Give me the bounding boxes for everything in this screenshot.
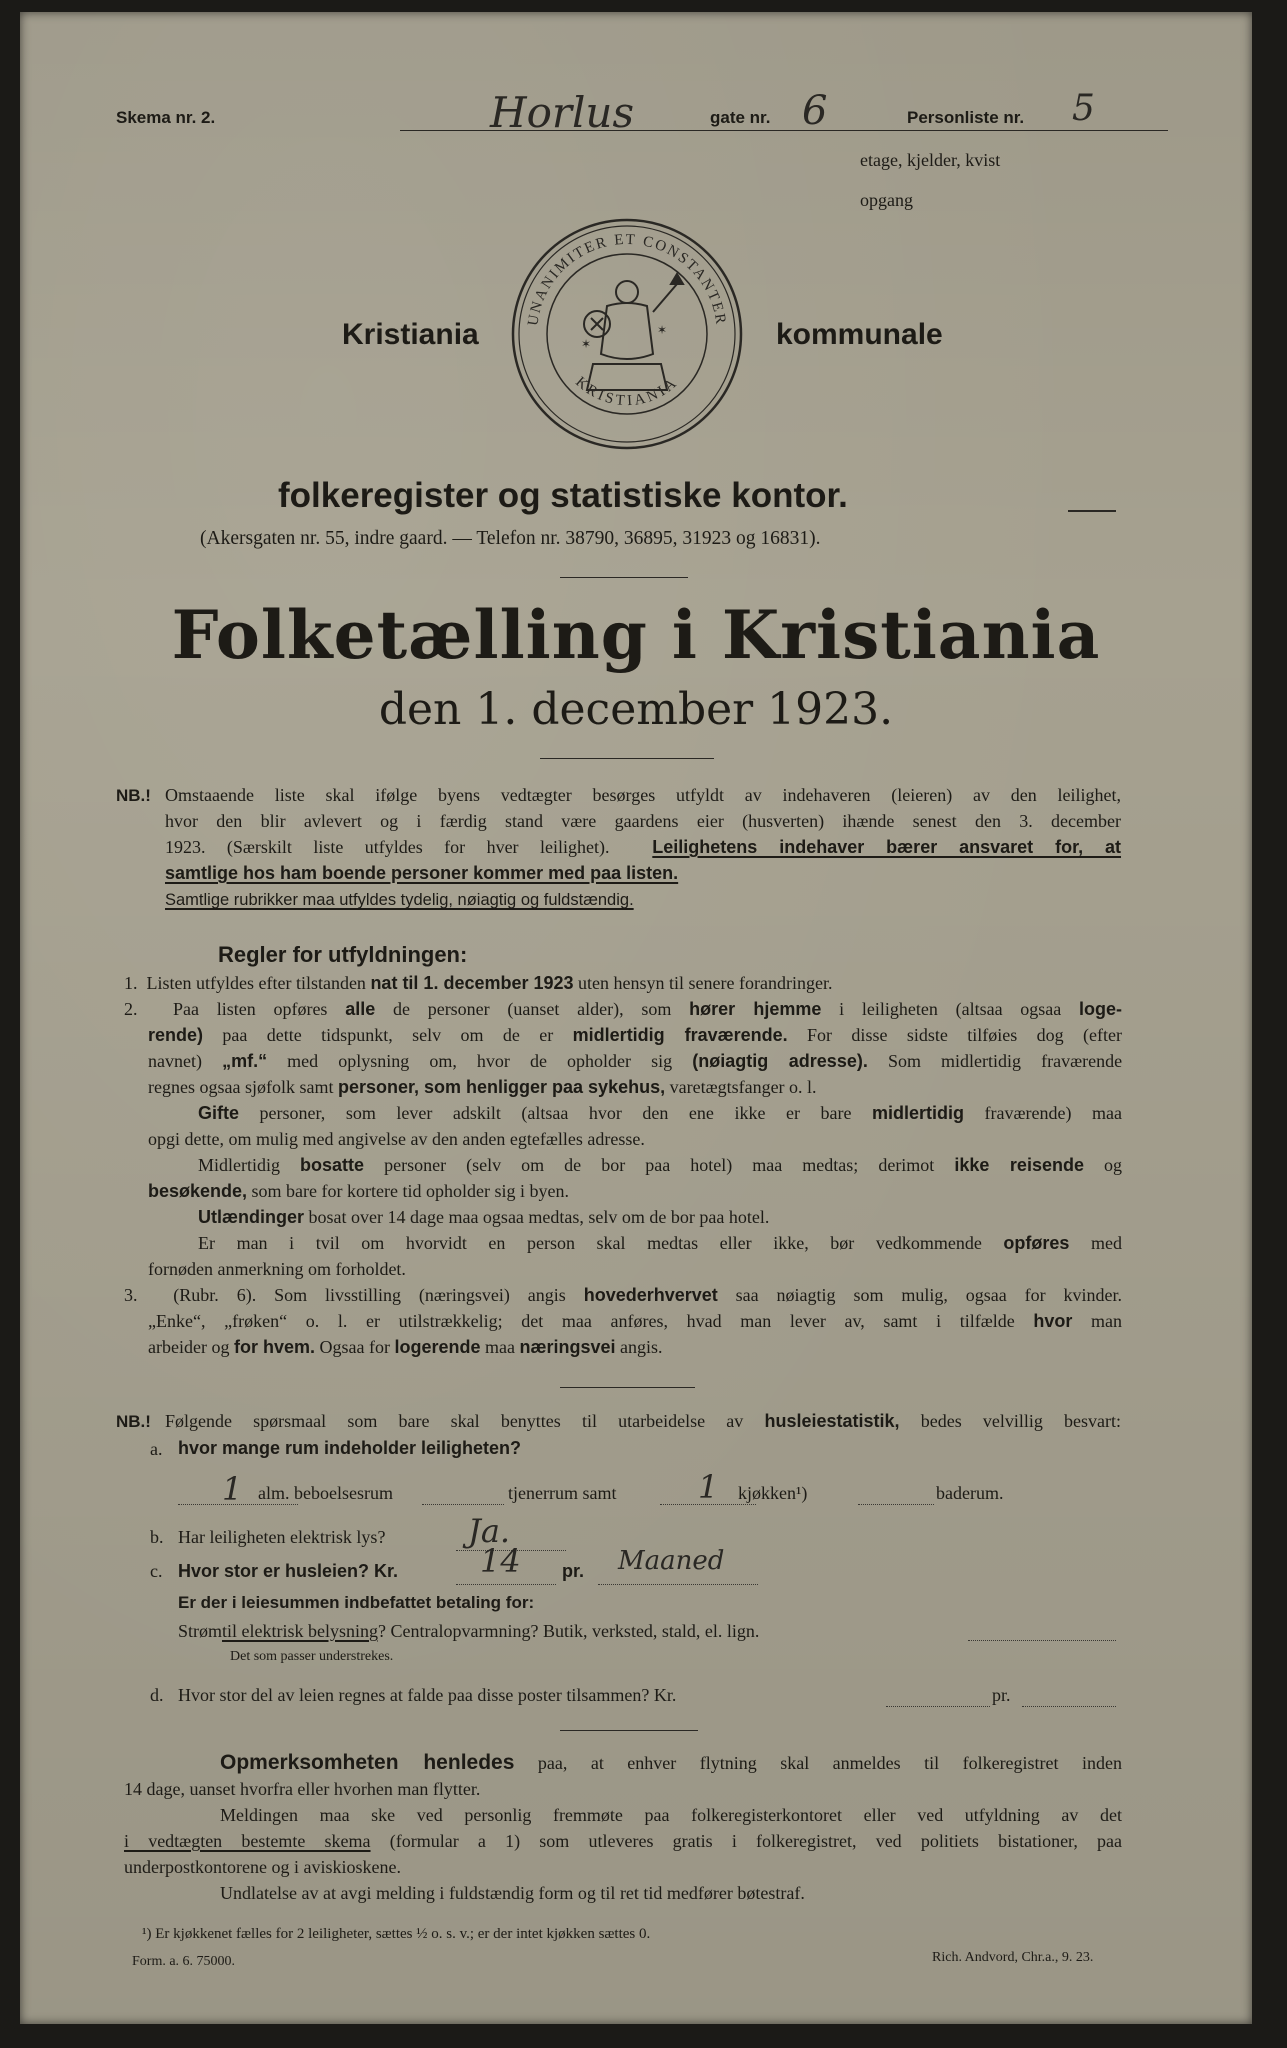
rule-text: personer, som lever adskilt (altsaa hvor den ene ikke er bare	[259, 1103, 852, 1123]
rule-text: Midlertidig	[198, 1155, 280, 1175]
period-dotline	[598, 1584, 758, 1585]
svg-text:✶: ✶	[657, 323, 668, 337]
rule-emphasis: logerende	[394, 1337, 481, 1357]
rules-heading: Regler for utfyldningen:	[218, 942, 468, 967]
rule-text: man	[1091, 1311, 1123, 1331]
rule-text: saa nøiagtig som mulig, ogsaa for kvinder.	[735, 1285, 1123, 1305]
floor-label: etage, kjelder, kvist	[860, 150, 1001, 170]
option-electric-lighting: til elektrisk belysning	[222, 1621, 378, 1641]
rule-text: de personer (uanset alder), som	[392, 999, 672, 1019]
kitchen-handwritten: 1	[698, 1468, 719, 1506]
schema-label: Skema nr. 2.	[116, 108, 216, 127]
kitchen-label: kjøkken¹)	[738, 1483, 808, 1503]
rule-text: uten hensyn til senere forandringer.	[578, 973, 833, 993]
light-handwritten: Ja.	[468, 1512, 511, 1550]
notice-heading: Opmerksomheten henledes	[220, 1751, 515, 1774]
office-right-word: kommunale	[776, 318, 943, 351]
rule-text: med	[1091, 1233, 1123, 1253]
rule-number: 1.	[124, 973, 138, 993]
rule-text: arbeider og	[148, 1337, 230, 1357]
question-c: Hvor stor er husleien? Kr.	[178, 1561, 399, 1581]
street-handwritten: Horlus	[490, 88, 635, 137]
divider-1	[560, 577, 688, 578]
rule-emphasis: rende)	[148, 1025, 204, 1045]
gate-label: gate nr.	[710, 108, 771, 127]
divider-4	[560, 1730, 698, 1731]
rule-text: i leiligheten (altsaa ogsaa	[839, 999, 1062, 1019]
divider-3	[560, 1387, 695, 1388]
nb2-intro	[165, 1408, 1121, 1434]
rule-emphasis: hovederhvervet	[583, 1285, 718, 1305]
rule-text: Listen utfyldes efter tilstanden	[146, 973, 366, 993]
nb2-text: bedes velvillig besvart:	[920, 1411, 1122, 1431]
rule-text: bosat over 14 dage maa ogsaa medtas, selv om de bor paa hotel.	[308, 1207, 770, 1227]
rule-text: fornøden anmerkning om forholdet.	[148, 1259, 406, 1279]
share-dotline	[886, 1706, 990, 1707]
nb1-all-residents: samtlige hos ham boende personer kommer med paa listen.	[165, 863, 679, 883]
question-c-label: c.	[150, 1561, 163, 1581]
rule-text: paa dette tidspunkt, selv om de er	[222, 1025, 554, 1045]
rule-text: „Enke“, „frøken“ o. l. er utilstrækkelig; det maa anføres, hvad man lever av, samt i tilfælde	[148, 1311, 1015, 1331]
included-options	[178, 1621, 759, 1642]
nb2-label: NB.!	[116, 1412, 151, 1431]
bath-dotline	[858, 1504, 934, 1505]
rule-text: varetægtsfanger o. l.	[669, 1077, 817, 1097]
form-number: Form. a. 6. 75000.	[132, 1954, 236, 1969]
seal-city: KRISTIANIA	[572, 374, 682, 410]
notice-text: Undlatelse av at avgi melding i fuldstændig form og til ret tid medfører bøtestraf.	[220, 1883, 805, 1903]
rule-text: For disse sidste tilføies dog (efter	[807, 1025, 1122, 1045]
question-b: Har leiligheten elektrisk lys?	[178, 1527, 386, 1547]
rule-emphasis: alle	[345, 999, 376, 1019]
nb1-line: 1923. (Særskilt liste utfyldes for hver leilighet).	[165, 837, 610, 857]
question-d: Hvor stor del av leien regnes at falde paa disse poster tilsammen? Kr.	[178, 1685, 677, 1705]
rule-emphasis: for hvem.	[233, 1337, 315, 1357]
question-d-label: d.	[150, 1685, 164, 1705]
rule-text: Som midlertidig fraværende	[887, 1051, 1123, 1071]
rule-emphasis: Utlændinger	[198, 1207, 304, 1227]
notice-schema: i vedtægten bestemte skema	[124, 1831, 371, 1851]
rule-text: fraværende) maa	[984, 1103, 1122, 1123]
rent-per-label: pr.	[562, 1561, 585, 1581]
office-left-word: Kristiania	[342, 318, 479, 351]
nb1-label: NB.!	[116, 786, 151, 805]
included-hint: Det som passer understrekes.	[230, 1649, 394, 1664]
rent-dotline	[456, 1584, 556, 1585]
nb1-responsibility: Leilighetens indehaver bærer ansvaret for, at	[652, 837, 1122, 857]
nb1-line: hvor den blir avlevert og i færdig stand være gaardens eier (husverten) ihænde senest den 3. december	[165, 811, 1121, 831]
notice-text: (formular a 1) som utleveres gratis i folkeregistret, ved politiets bistationer, paa	[389, 1831, 1123, 1851]
printer: Rich. Andvord, Chr.a., 9. 23.	[932, 1950, 1094, 1965]
rooms-label: alm. beboelsesrum	[258, 1483, 393, 1503]
nb1-fill-all: Samtlige rubrikker maa utfyldes tydelig, nøiagtig og fuldstændig.	[165, 891, 634, 909]
rule-emphasis: opføres	[1003, 1233, 1070, 1253]
office-mark	[1068, 510, 1116, 512]
gate-number-handwritten: 6	[802, 88, 828, 134]
rule-emphasis: bosatte	[300, 1155, 365, 1175]
notice-text: 14 dage, uanset hvorfra eller hvorhen man flytter.	[124, 1779, 481, 1799]
moving-notice	[124, 1750, 1122, 1906]
rule-text: Er man i tvil om hvorvidt en person skal medtas eller ikke, bør vedkommende	[198, 1233, 982, 1253]
rule-emphasis: Gifte	[198, 1103, 240, 1123]
rule-emphasis: nat til 1. december 1923	[370, 973, 574, 993]
rule-emphasis: besøkende,	[148, 1181, 248, 1201]
rule-emphasis: hører hjemme	[689, 999, 822, 1019]
notice-text: paa, at enhver flytning skal anmeldes til folkeregistret inden	[537, 1753, 1122, 1773]
share-per-label: pr.	[992, 1685, 1011, 1705]
options-dotline	[968, 1640, 1116, 1641]
share-period-dotline	[1022, 1706, 1116, 1707]
nb1-text	[165, 782, 1121, 913]
rule-text: Ogsaa for	[319, 1337, 390, 1357]
rules-text	[124, 970, 1122, 1360]
divider-2	[540, 758, 714, 759]
option-power: Strøm	[178, 1621, 223, 1641]
period-handwritten: Maaned	[618, 1546, 725, 1576]
rule-number: 3.	[124, 1285, 138, 1305]
rule-number: 2.	[124, 999, 138, 1019]
census-form-sheet	[20, 12, 1252, 2024]
servant-dotline	[422, 1504, 504, 1505]
bath-label: baderum.	[936, 1483, 1004, 1503]
personliste-number-handwritten: 5	[1072, 88, 1095, 129]
rule-emphasis: ikke reisende	[954, 1155, 1084, 1175]
entrance-label: opgang	[860, 190, 913, 210]
question-a: hvor mange rum indeholder leiligheten?	[178, 1438, 522, 1458]
seal-motto: UNANIMITER ET CONSTANTER	[525, 231, 729, 327]
question-b-label: b.	[150, 1527, 164, 1547]
rule-text: navnet)	[148, 1051, 202, 1071]
servant-label: tjenerrum samt	[508, 1483, 617, 1503]
seal-figure-icon	[584, 274, 683, 390]
rule-text: som bare for kortere tid opholder sig i byen.	[251, 1181, 569, 1201]
rule-text: opgi dette, om mulig med angivelse av den anden egtefælles adresse.	[148, 1129, 645, 1149]
rule-emphasis: „mf.“	[222, 1051, 268, 1071]
rule-emphasis: midlertidig	[871, 1103, 964, 1123]
question-a-label: a.	[150, 1439, 163, 1459]
census-title: Folketælling i Kristiania	[171, 596, 1101, 674]
rule-text: og	[1104, 1155, 1123, 1175]
option-others: ? Centralopvarmning? Butik, verksted, stald, el. lign.	[378, 1621, 760, 1641]
rule-text: regnes ogsaa sjøfolk samt	[148, 1077, 334, 1097]
office-address: (Akersgaten nr. 55, indre gaard. — Telefon nr. 38790, 36895, 31923 og 16831).	[200, 528, 821, 549]
notice-text: Meldingen maa ske ved personlig fremmøte paa folkeregisterkontoret eller ved utfyldning av det	[220, 1805, 1122, 1825]
nb1-line: Omstaaende liste skal ifølge byens vedtægter besørges utfyldt av indehaveren (leieren) av den leilighet,	[165, 785, 1121, 805]
nb2-text: Følgende spørsmaal som bare skal benyttes til utarbeidelse av	[165, 1411, 744, 1431]
rule-emphasis: midlertidig fraværende.	[572, 1025, 788, 1045]
rule-emphasis: personer, som henligger paa sykehus,	[337, 1077, 666, 1097]
census-date: den 1. december 1923.	[378, 684, 894, 735]
nb2-emphasis: husleiestatistik,	[764, 1411, 900, 1431]
rule-emphasis: (nøiagtig adresse).	[692, 1051, 868, 1071]
included-heading: Er der i leiesummen indbefattet betaling for:	[178, 1593, 535, 1612]
rule-text: Paa listen opføres	[172, 999, 328, 1019]
rule-text: med oplysning om, hvor de opholder sig	[287, 1051, 673, 1071]
rule-emphasis: loge-	[1079, 999, 1123, 1019]
svg-text:✶: ✶	[581, 337, 592, 351]
office-name: folkeregister og statistiske kontor.	[278, 476, 848, 515]
rule-text: (Rubr. 6). Som livsstilling (næringsvei) angis	[173, 1285, 566, 1305]
rule-text: personer (selv om de bor paa hotel) maa medtas; derimot	[384, 1155, 935, 1175]
rent-handwritten: 14	[480, 1542, 521, 1580]
rule-text: maa	[485, 1337, 515, 1357]
personliste-label: Personliste nr.	[907, 108, 1025, 127]
footnote: ¹) Er kjøkkenet fælles for 2 leiligheter, sættes ½ o. s. v.; er der intet kjøkken sættes 0.	[142, 1926, 651, 1942]
notice-text: underpostkontorene og i aviskioskene.	[124, 1857, 401, 1877]
rule-text: angis.	[620, 1337, 663, 1357]
rule-emphasis: næringsvei	[519, 1337, 616, 1357]
city-seal	[507, 214, 747, 454]
rooms-handwritten: 1	[222, 1470, 243, 1508]
rule-emphasis: hvor	[1033, 1311, 1073, 1331]
